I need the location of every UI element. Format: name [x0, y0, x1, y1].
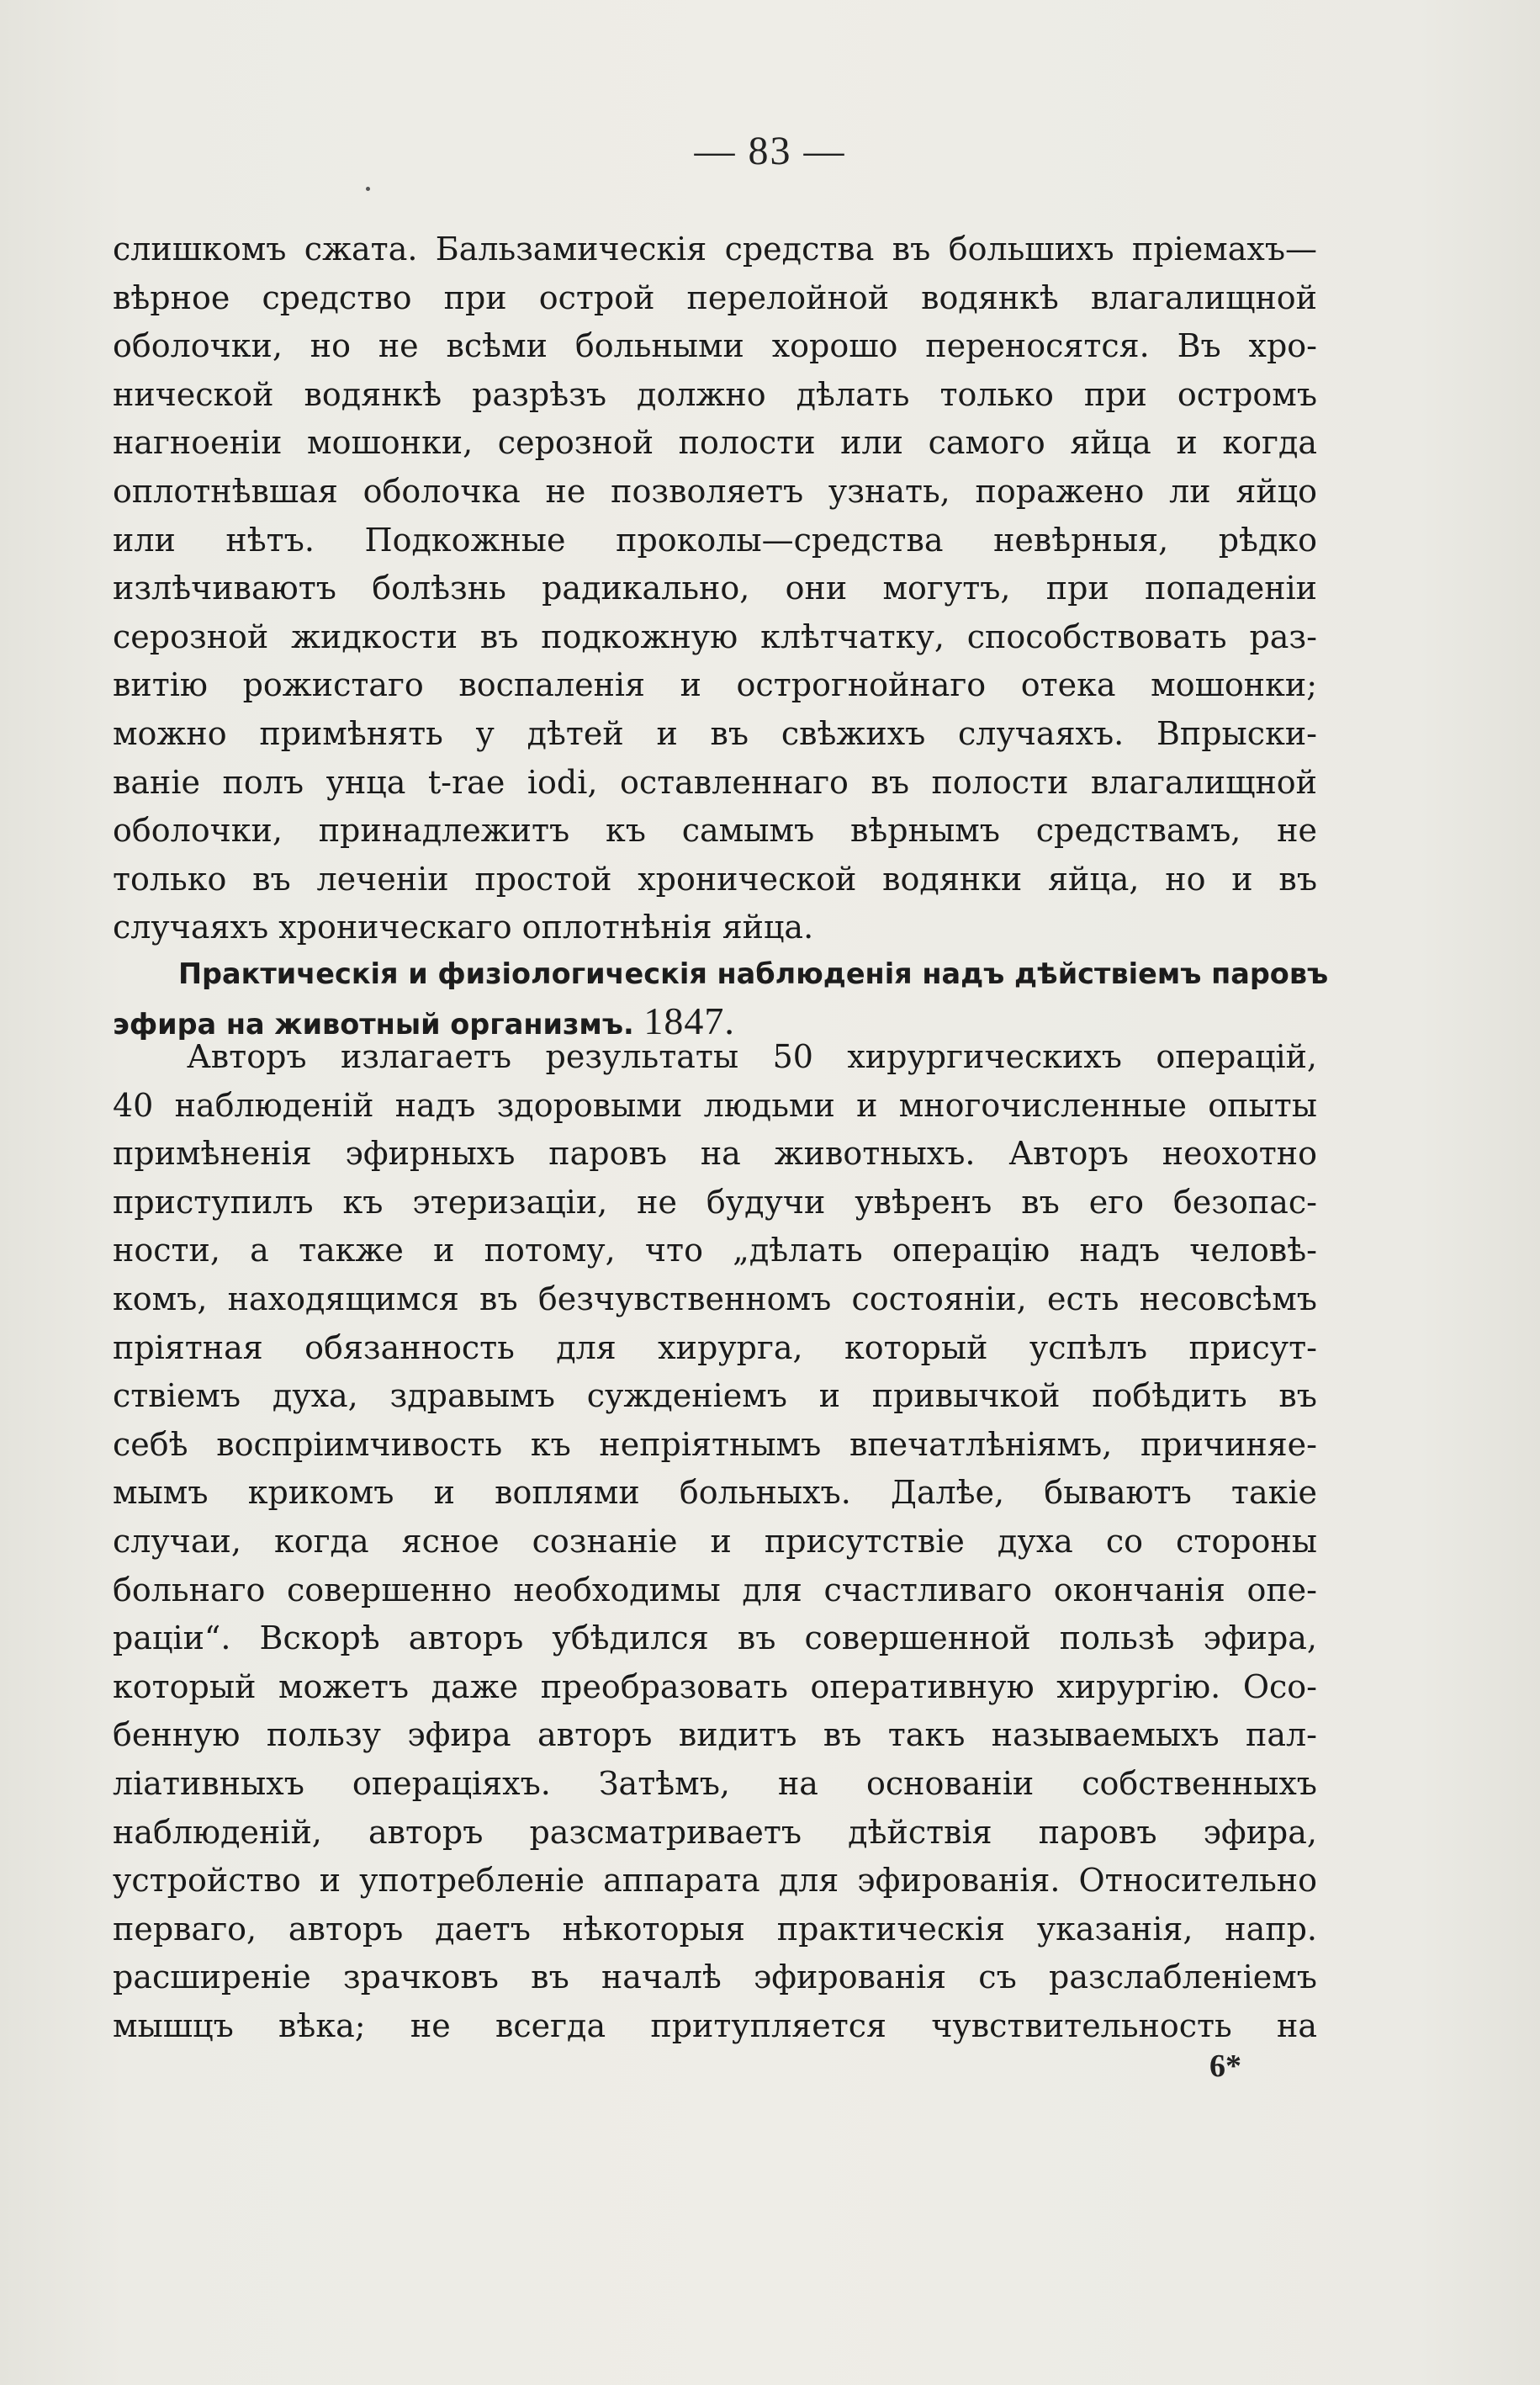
text-line: приступилъ къ этеризаціи, не будучи увѣренъ въ его безопас- [113, 1183, 1317, 1221]
text-line: ваніе полъ унца t-rae iodi, оставленнаго въ полости влагалищной [113, 763, 1317, 801]
text-line: или нѣтъ. Подкожные проколы—средства невѣрныя, рѣдко [113, 521, 1317, 559]
text-line: излѣчиваютъ болѣзнь радикально, они могутъ, при попаденіи [113, 570, 1317, 607]
text-line: ліативныхъ операціяхъ. Затѣмъ, на основаніи собственныхъ [113, 1764, 1317, 1802]
text-line: серозной жидкости въ подкожную клѣтчатку, способствовать раз- [113, 617, 1317, 655]
page-number: — 83 — [694, 129, 846, 173]
text-line: который можетъ даже преобразовать оперативную хирургію. Осо- [113, 1667, 1317, 1705]
text-line: вѣрное средство при острой перелойной водянкѣ влагалищной [113, 278, 1317, 316]
text-line: витію рожистаго воспаленія и острогнойнаго отека мошонки; [113, 666, 1317, 704]
text-line: оболочки, принадлежитъ къ самымъ вѣрнымъ средствамъ, не [113, 812, 1317, 850]
heading-year: 1847. [643, 999, 735, 1042]
heading-line-1: Практическія и физіологическія наблюденія надъ дѣйствіемъ паровъ [178, 957, 1329, 990]
signature-mark: 6* [1209, 2048, 1241, 2084]
section-heading [113, 951, 1329, 1045]
text-line: нагноеніи мошонки, серозной полости или самого яйца и когда [113, 424, 1317, 462]
text-line: бенную пользу эфира авторъ видитъ въ такъ называемыхъ пал- [113, 1716, 1317, 1754]
text-line: устройство и употребленіе аппарата для эфированія. Относительно [113, 1862, 1317, 1900]
text-line: мымъ крикомъ и воплями больныхъ. Далѣе, бываютъ такіе [113, 1474, 1317, 1512]
text-line: Авторъ излагаетъ результаты 50 хирургическихъ операцій, [187, 1038, 1317, 1075]
text-line: случаи, когда ясное сознаніе и присутствіе духа со стороны [113, 1522, 1317, 1560]
text-line: случаяхъ хроническаго оплотнѣнія яйца. [113, 909, 814, 946]
text-line: ности, а также и потому, что „дѣлать операцію надъ человѣ- [113, 1232, 1317, 1269]
text-line: оплотнѣвшая оболочка не позволяетъ узнать, поражено ли яйцо [113, 472, 1317, 510]
paragraph-1 [113, 225, 1317, 952]
text-line: себѣ воспріимчивость къ непріятнымъ впечатлѣніямъ, причиняе- [113, 1425, 1317, 1463]
text-line: оболочки, но не всѣми больными хорошо переносятся. Въ хро- [113, 327, 1317, 365]
text-line: раціи“. Вскорѣ авторъ убѣдился въ совершенной пользѣ эфира, [113, 1619, 1317, 1657]
text-line: пріятная обязанность для хирурга, который успѣлъ присут- [113, 1328, 1317, 1366]
text-line: перваго, авторъ даетъ нѣкоторыя практическія указанія, напр. [113, 1910, 1317, 1948]
text-line: мышцъ вѣка; не всегда притупляется чувствительность на [113, 2006, 1317, 2044]
paragraph-2 [113, 1033, 1317, 2050]
text-line: комъ, находящимся въ безчувственномъ состояніи, есть несовсѣмъ [113, 1280, 1317, 1317]
text-line: слишкомъ сжата. Бальзамическія средства въ большихъ пріемахъ— [113, 231, 1317, 268]
text-line: 40 наблюденій надъ здоровыми людьми и многочисленные опыты [113, 1086, 1317, 1124]
ink-speck [366, 187, 370, 191]
text-line: нической водянкѣ разрѣзъ должно дѣлать только при остромъ [113, 375, 1317, 413]
text-line: наблюденій, авторъ разсматриваетъ дѣйствія паровъ эфира, [113, 1813, 1317, 1851]
text-line: расширеніе зрачковъ въ началѣ эфированія съ разслабленіемъ [113, 1958, 1317, 1996]
text-line: примѣненія эфирныхъ паровъ на животныхъ. Авторъ неохотно [113, 1135, 1317, 1173]
text-line: ствіемъ духа, здравымъ сужденіемъ и привычкой побѣдить въ [113, 1377, 1317, 1415]
text-line: больнаго совершенно необходимы для счастливаго окончанія опе- [113, 1571, 1317, 1609]
text-line: можно примѣнять у дѣтей и въ свѣжихъ случаяхъ. Впрыски- [113, 714, 1317, 752]
heading-line-2-text: эфира на животный организмъ. [113, 1008, 634, 1041]
text-line: только въ леченіи простой хронической водянки яйца, но и въ [113, 860, 1317, 898]
